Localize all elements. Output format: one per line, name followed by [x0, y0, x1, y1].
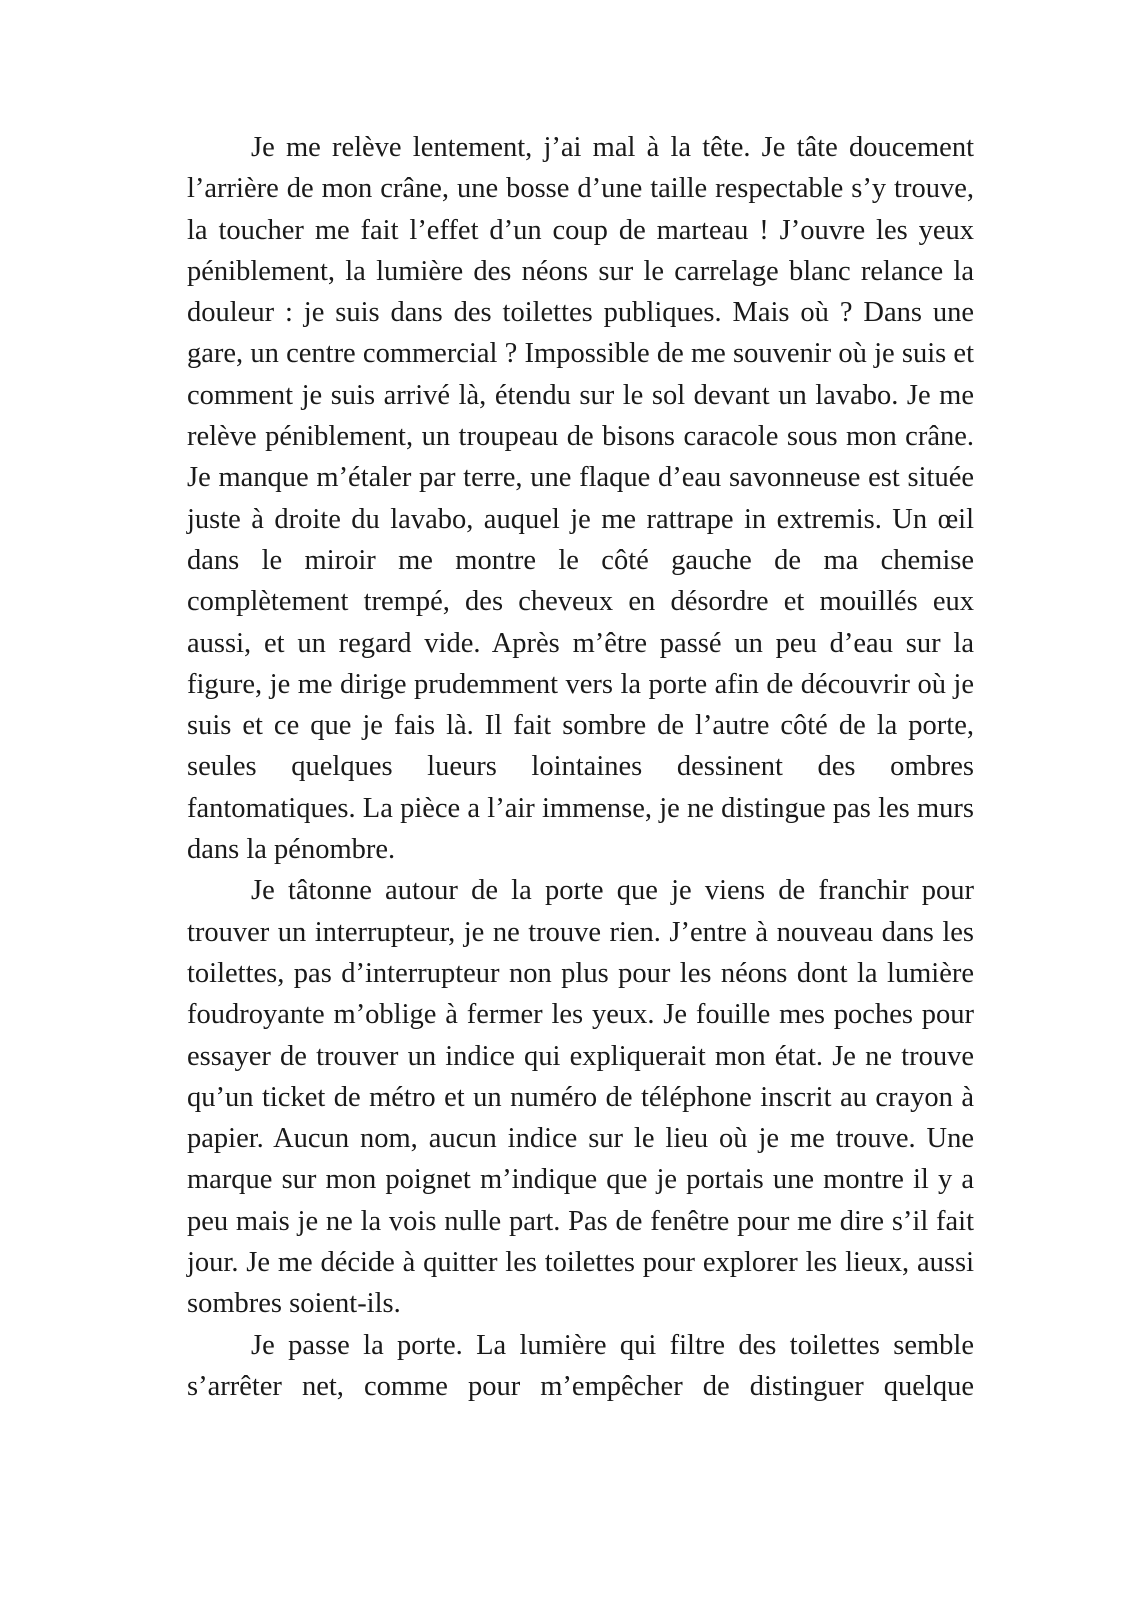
- body-text: [187, 127, 974, 1407]
- paragraph-2: Je tâtonne autour de la porte que je viens de franchir pour trouver un interrupteur, je ne trouve rien. J’entre à nouveau dans les toilettes, pas d’interrupteur non plus pour les néons dont la lumière foudroyante m’oblige à fermer les yeux. Je fouille mes poches pour essayer de trouver un indice qui expliquerait mon état. Je ne trouve qu’un ticket de métro et un numéro de téléphone inscrit au crayon à papier. Aucun nom, aucun indice sur le lieu où je me trouve. Une marque sur mon poignet m’indique que je portais une montre il y a peu mais je ne la vois nulle part. Pas de fenêtre pour me dire s’il fait jour. Je me décide à quitter les toilettes pour explorer les lieux, aussi sombres soient-ils.: [187, 875, 974, 1320]
- paragraph-3: Je passe la porte. La lumière qui filtre des toilettes semble s’arrêter net, comme pour m’empêcher de distinguer quelque: [187, 1329, 974, 1402]
- paragraph-1: Je me relève lentement, j’ai mal à la tête. Je tâte doucement l’arrière de mon crâne, une bosse d’une taille respectable s’y trouve, la toucher me fait l’effet d’un coup de marteau ! J’ouvre les yeux péniblement, la lumière des néons sur le carrelage blanc relance la douleur : je suis dans des toilettes publiques. Mais où ? Dans une gare, un centre commercial ? Impossible de me souvenir où je suis et comment je suis arrivé là, étendu sur le sol devant un lavabo. Je me relève péniblement, un troupeau de bisons caracole sous mon crâne. Je manque m’étaler par terre, une flaque d’eau savonneuse est située juste à droite du lavabo, auquel je me rattrape in extremis. Un œil dans le miroir me montre le côté gauche de ma chemise complètement trempé, des cheveux en désordre et mouillés eux aussi, et un regard vide. Après m’être passé un peu d’eau sur la figure, je me dirige prudemment vers la porte afin de découvrir où je suis et ce que je fais là. Il fait sombre de l’autre côté de la porte, seules quelques lueurs lointaines dessinent des ombres fantomatiques. La pièce a l’air immense, je ne distingue pas les murs dans la pénombre.: [187, 132, 974, 866]
